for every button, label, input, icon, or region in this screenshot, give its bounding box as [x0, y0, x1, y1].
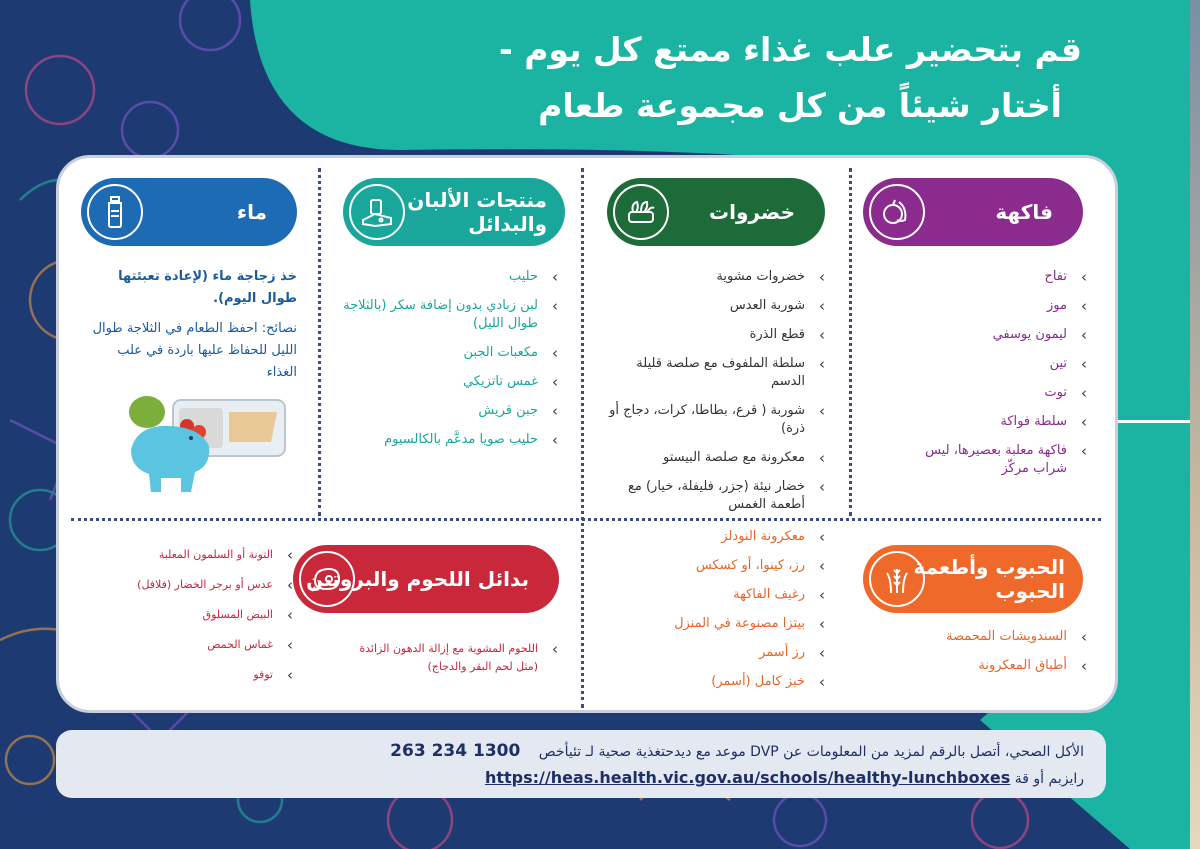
- fruit-header: [863, 178, 1083, 246]
- list-item: › خضار نيئة (جزر، فليفلة، خيار) مع أطعمة الغمس: [602, 478, 827, 514]
- list-item: › معكرونة النودلز: [607, 528, 827, 546]
- title-line-1: قم بتحضير علب غذاء ممتع كل يوم -: [499, 30, 1082, 69]
- cheese-icon: [349, 184, 405, 240]
- meat-list-1: [340, 640, 560, 688]
- fruit-list: [889, 268, 1089, 489]
- list-item: › رز، كينوا، أو كسكس: [607, 557, 827, 575]
- divider-horizontal: [71, 518, 1101, 521]
- list-item: › خضروات مشوية: [602, 268, 827, 286]
- divider-vertical-3: [318, 168, 321, 516]
- title-line-2: أختار شيئاً من كل مجموعة طعام: [538, 86, 1062, 125]
- fruit-icon: [869, 184, 925, 240]
- divider-vertical-1: [849, 168, 852, 516]
- list-item: › فاكهة معلبة بعصيرها، ليس شراب مركّز: [889, 442, 1089, 478]
- footer-link[interactable]: https://heas.health.vic.gov.au/schools/healthy-lunchboxes: [484, 768, 1011, 787]
- list-item: › موز: [889, 297, 1089, 315]
- list-item: › السندويشات المحمصة: [889, 628, 1089, 646]
- grains-header: [863, 545, 1083, 613]
- meat-label: بدائل اللحوم والبروتين: [306, 567, 529, 591]
- list-item: › عدس أو برجر الخضار (فلافل): [95, 576, 295, 594]
- phone-number[interactable]: 1300 234 263: [390, 741, 521, 761]
- water-text: [85, 266, 297, 384]
- list-item: › تفاح: [889, 268, 1089, 286]
- water-advice: خذ زجاجة ماء (لإعادة تعبئتها طوال اليوم).: [118, 269, 297, 306]
- right-photo-strip: [1190, 0, 1200, 849]
- list-item: › شوربة العدس: [602, 297, 827, 315]
- meat-list-2: [95, 546, 295, 696]
- dairy-label-line-2: والبدائل: [468, 212, 547, 236]
- footer-info: [56, 730, 1106, 798]
- dairy-list: [335, 268, 560, 460]
- list-item: › تين: [889, 355, 1089, 373]
- list-item: › حليب: [335, 268, 560, 286]
- footer-text: الأكل الصحي، أتصل بالرقم لمزيد من المعلومات عن DVP موعد مع ديدحتغذية صحية لـ تئيأخص: [538, 744, 1084, 760]
- water-header: [81, 178, 297, 246]
- dairy-header: [343, 178, 565, 246]
- meat-icon: [299, 551, 355, 607]
- grains-label-line-1: الحبوب وأطعمة: [913, 555, 1065, 579]
- footer-line-1: [78, 738, 1084, 765]
- water-bottle-icon: [87, 184, 143, 240]
- list-item: › بيتزا مصنوعة في المنزل: [607, 615, 827, 633]
- grains-list-2: [607, 528, 827, 702]
- water-label: ماء: [236, 200, 267, 224]
- list-item: › سلطة الملفوف مع صلصة قليلة الدسم: [602, 355, 827, 391]
- list-item: › رز أسمر: [607, 644, 827, 662]
- list-item: › سلطة فواكة: [889, 413, 1089, 431]
- list-item: › البيض المسلوق: [95, 606, 295, 624]
- dairy-label-line-1: منتجات الألبان: [407, 188, 547, 212]
- vegetables-header: [607, 178, 825, 246]
- vegetables-icon: [613, 184, 669, 240]
- list-item: › توت: [889, 384, 1089, 402]
- list-item: › أطباق المعكرونة: [889, 657, 1089, 675]
- list-item: › شوربة ( قرع، بطاطا، كرات، دجاج أو ذرة): [602, 402, 827, 438]
- lunchbox-illustration: [121, 390, 291, 500]
- water-tip: نصائح: احفظ الطعام في الثلاجة طوال الليل للحفاظ عليها باردة في علب الغذاء: [92, 321, 297, 380]
- list-item: › غمس تاتزيكي: [335, 373, 560, 391]
- list-item: › حليب صويا مدعَّم بالكالسيوم: [335, 431, 560, 449]
- vegetables-list: [602, 268, 827, 525]
- list-item: › مكعبات الجبن: [335, 344, 560, 362]
- footer-text-2: رايزبم أو قة: [1014, 771, 1084, 787]
- list-item: › توفو: [95, 666, 295, 684]
- list-item: › خبز كامل (أسمر): [607, 673, 827, 691]
- list-item: › رغيف الفاكهة: [607, 586, 827, 604]
- list-item: › ليمون يوسفي: [889, 326, 1089, 344]
- meat-header: [293, 545, 559, 613]
- vegetables-label: خضروات: [709, 200, 795, 224]
- grains-label-line-2: الحبوب: [995, 579, 1065, 603]
- wheat-icon: [869, 551, 925, 607]
- list-item: › التونة أو السلمون المعلبة: [95, 546, 295, 564]
- divider-vertical-2: [581, 168, 584, 708]
- food-groups-card: [56, 155, 1118, 713]
- list-item: › لبن زبادي بدون إضافة سكر (بالثلاجة طوال الليل): [335, 297, 560, 333]
- list-item: › قطع الذرة: [602, 326, 827, 344]
- page-title: [442, 22, 1082, 134]
- footer-line-2: [78, 765, 1084, 792]
- grains-list-1: [889, 628, 1089, 686]
- list-item: › جبن قريش: [335, 402, 560, 420]
- list-item: › معكرونة مع صلصة البيستو: [602, 449, 827, 467]
- fruit-label: فاكهة: [995, 200, 1053, 224]
- list-item: › اللحوم المشوية مع إزالة الدهون الزائدة (مثل لحم البقر والدجاج): [340, 640, 560, 676]
- list-item: › غماس الحمص: [95, 636, 295, 654]
